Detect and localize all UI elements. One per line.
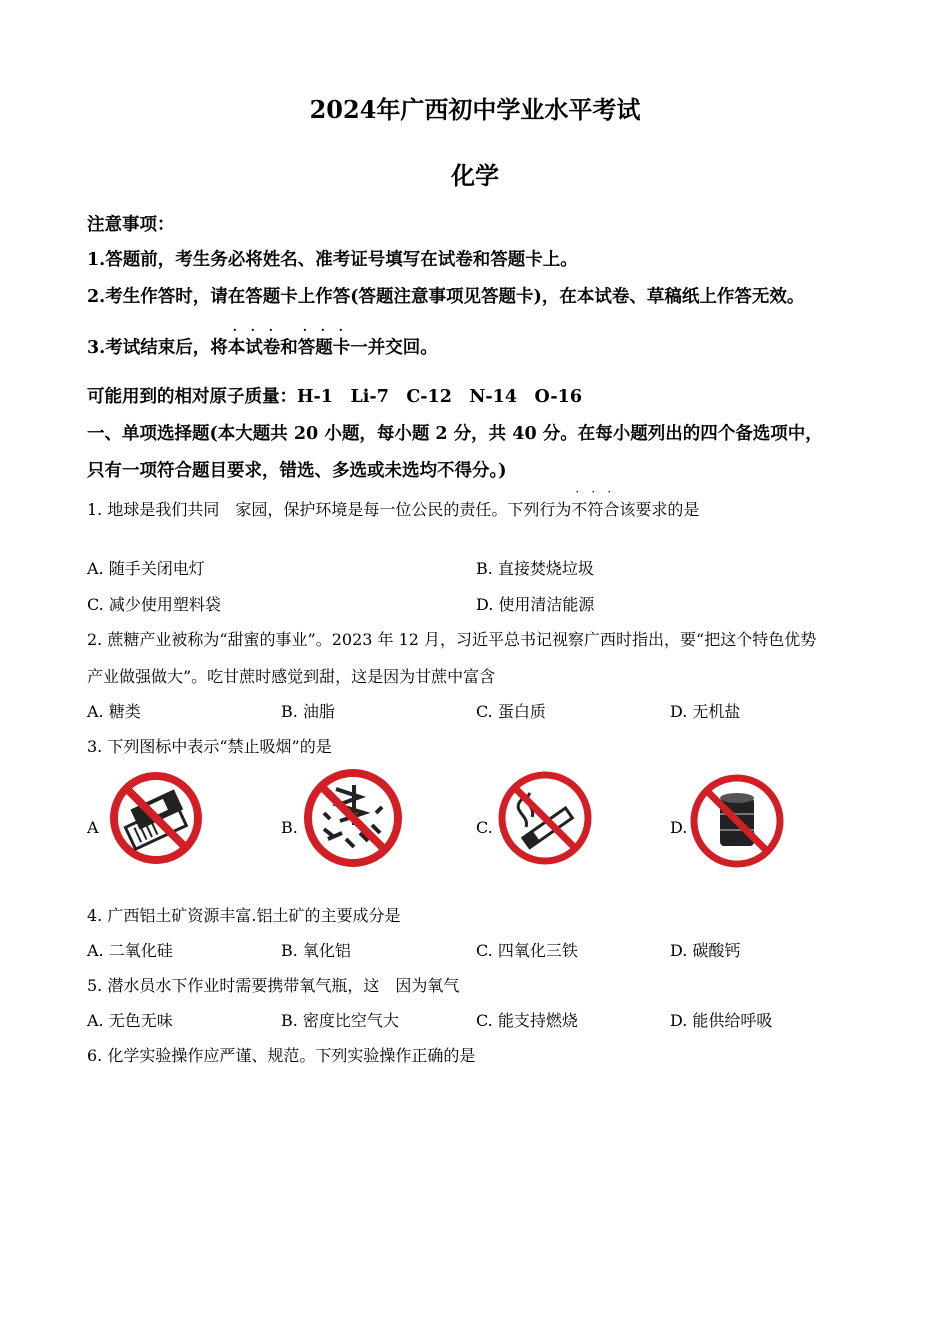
exam-title: 2024年广西初中学业水平考试 <box>309 95 641 124</box>
q5-stem: 5. 潜水员水下作业时需要携带氧气瓶，这 因为氧气 <box>87 976 460 995</box>
q2-stem-line-1: 2. 蔗糖产业被称为“甜蜜的事业”。2023 年 12 月，习近平总书记视察广西时指出，要“把这个特色优势 <box>87 630 817 649</box>
note-3-part-c: 和 <box>280 338 298 358</box>
q2-option-b: B. 油脂 <box>281 702 335 721</box>
q3-option-a-label: A <box>87 818 99 837</box>
note-2: 2.考生作答时，请在答题卡上作答(答题注意事项见答题卡)，在本试卷、草稿纸上作答无效。 <box>87 287 805 307</box>
q3-option-b-label: B. <box>281 818 298 837</box>
section-1-line-2: 只有一项符合题目要求，错选、多选或未选均不得分。) <box>87 461 507 481</box>
q1-option-a: A. 随手关闭电灯 <box>87 559 205 578</box>
q4-option-c: C. 四氧化三铁 <box>476 941 578 960</box>
no-matches-icon <box>108 770 204 866</box>
section-1-line-1: 一、单项选择题(本大题共 20 小题，每小题 2 分，共 40 分。在每小题列出的四个备选项中， <box>87 424 823 444</box>
q2-option-a: A. 糖类 <box>87 702 141 721</box>
q6-stem: 6. 化学实验操作应严谨、规范。下列实验操作正确的是 <box>87 1046 476 1065</box>
subject-title: 化学 <box>451 161 499 190</box>
note-3-part-e: 一并交回。 <box>350 338 438 358</box>
q1-option-d: D. 使用清洁能源 <box>476 595 595 614</box>
q4-option-d: D. 碳酸钙 <box>670 941 741 960</box>
q1-option-c: C. 减少使用塑料袋 <box>87 595 221 614</box>
q2-option-c: C. 蛋白质 <box>476 702 546 721</box>
q4-option-a: A. 二氧化硅 <box>87 941 173 960</box>
q4-option-b: B. 氧化铝 <box>281 941 351 960</box>
q3-option-d-label: D. <box>670 818 688 837</box>
q4-stem: 4. 广西铝土矿资源丰富.铝土矿的主要成分是 <box>87 906 401 925</box>
no-oil-drum-icon <box>688 772 786 870</box>
atomic-masses: 可能用到的相对原子质量：H-1 Li-7 C-12 N-14 O-16 <box>87 387 583 407</box>
q1-stem: 1. 地球是我们共同 家园，保护环境是每一位公民的责任。下列行为 · · · 不符合该要求的是 <box>87 485 700 519</box>
no-smoking-icon <box>496 769 594 867</box>
no-fireworks-icon <box>302 767 404 869</box>
q3-stem: 3. 下列图标中表示“禁止吸烟”的是 <box>87 737 332 756</box>
note-1: 1.答题前，考生务必将姓名、准考证号填写在试卷和答题卡上。 <box>87 250 578 270</box>
notes-heading: 注意事项： <box>87 215 175 235</box>
q3-option-c-label: C. <box>476 818 493 837</box>
q2-stem-line-2: 产业做强做大”。吃甘蔗时感觉到甜，这是因为甘蔗中富含 <box>87 667 496 686</box>
q1-option-b: B. 直接焚烧垃圾 <box>476 559 594 578</box>
q5-option-a: A. 无色无味 <box>87 1011 173 1030</box>
note-3-emphasis-paper: · · · 本试卷 <box>227 323 281 358</box>
q2-option-d: D. 无机盐 <box>670 702 741 721</box>
q5-option-c: C. 能支持燃烧 <box>476 1011 578 1030</box>
note-3 <box>87 323 438 359</box>
q1-emphasis: · · · 不符合 <box>571 485 620 519</box>
q5-option-b: B. 密度比空气大 <box>281 1011 399 1030</box>
note-3-part-a: 3.考试结束后，将 <box>87 338 228 358</box>
q5-option-d: D. 能供给呼吸 <box>670 1011 773 1030</box>
note-3-emphasis-card: · · · 答题卡 <box>297 323 351 358</box>
